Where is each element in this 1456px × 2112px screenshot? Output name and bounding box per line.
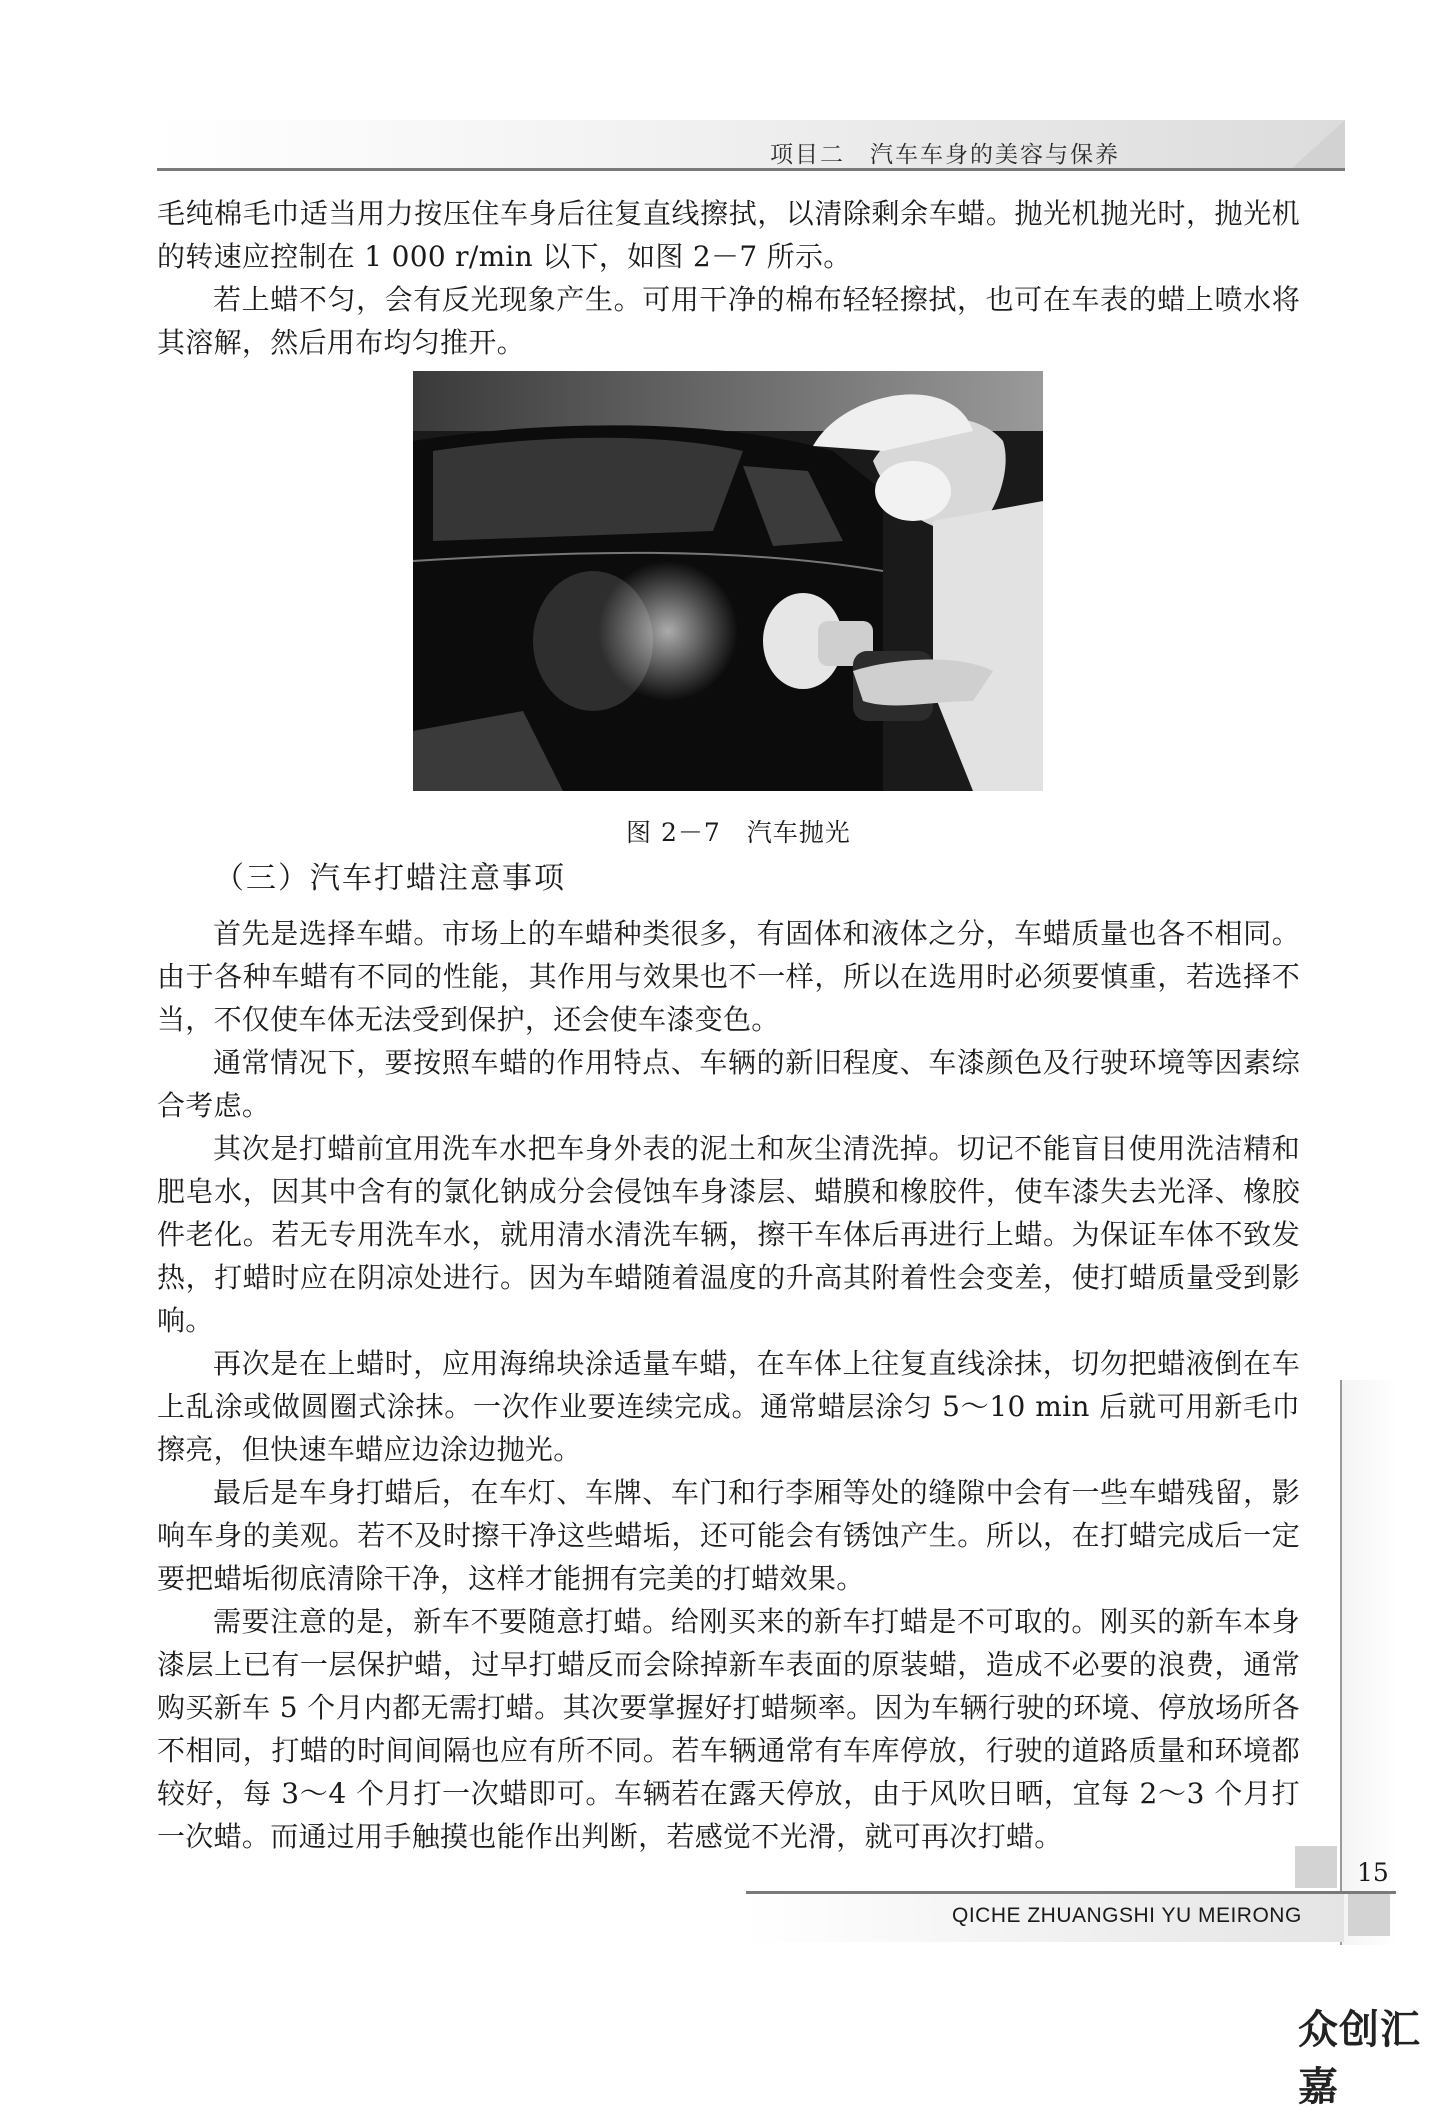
corner-square-decoration	[1348, 1894, 1390, 1936]
paragraph: 若上蜡不匀，会有反光现象产生。可用干净的棉布轻轻擦拭，也可在车表的蜡上喷水将其溶解，然后用布均匀推开。	[157, 283, 1300, 359]
paragraph: 通常情况下，要按照车蜡的作用特点、车辆的新旧程度、车漆颜色及行驶环境等因素综合考虑。	[157, 1046, 1300, 1122]
header-band	[157, 120, 1345, 170]
section-heading: （三）汽车打蜡注意事项	[214, 861, 566, 896]
header-tab-decoration	[1290, 120, 1345, 170]
car-polishing-illustration	[413, 371, 1043, 791]
car-polishing-photo	[413, 371, 1043, 791]
figure-caption: 图 2－7 汽车抛光	[626, 818, 851, 847]
corner-square-decoration	[1295, 1846, 1337, 1888]
paragraph: 其次是打蜡前宜用洗车水把车身外表的泥土和灰尘清洗掉。切记不能盲目使用洗洁精和肥皂水，因其中含有的氯化钠成分会侵蚀车身漆层、蜡膜和橡胶件，使车漆失去光泽、橡胶件老化。若无专用洗车水，就用清水清洗车辆，擦干车体后再进行上蜡。为保证车体不致发热，打蜡时应在阴凉处进行。因为车蜡随着温度的升高其附着性会变差，使打蜡质量受到影响。	[157, 1132, 1300, 1337]
side-rule	[1340, 1380, 1342, 1945]
watermark-text: 众创汇嘉	[1298, 2007, 1421, 2110]
header-rule	[157, 168, 1345, 171]
section-text-block	[157, 912, 1300, 1858]
paragraph: 需要注意的是，新车不要随意打蜡。给刚买来的新车打蜡是不可取的。刚买的新车本身漆层上已有一层保护蜡，过早打蜡反而会除掉新车表面的原装蜡，造成不必要的浪费，通常购买新车 5 个月内都无需打蜡。其次要掌握好打蜡频率。因为车辆行驶的环境、停放场所各不相同，打蜡的时间间隔也应有所不同。若车辆通常有车库停放，行驶的道路质量和环境都较好，每 3～4 个月打一次蜡即可。车辆若在露天停放，由于风吹日晒，宜每 2～3 个月打一次蜡。而通过用手触摸也能作出判断，若感觉不光滑，就可再次打蜡。	[157, 1605, 1300, 1853]
page-number: 15	[1357, 1858, 1389, 1887]
footer-book-title: QICHE ZHUANGSHI YU MEIRONG	[952, 1904, 1302, 1927]
paragraph: 再次是在上蜡时，应用海绵块涂适量车蜡，在车体上往复直线涂抹，切勿把蜡液倒在车上乱涂或做圆圈式涂抹。一次作业要连续完成。通常蜡层涂匀 5～10 min 后就可用新毛巾擦亮，但快速车蜡应边涂边抛光。	[157, 1347, 1300, 1466]
paragraph: 最后是车身打蜡后，在车灯、车牌、车门和行李厢等处的缝隙中会有一些车蜡残留，影响车身的美观。若不及时擦干净这些蜡垢，还可能会有锈蚀产生。所以，在打蜡完成后一定要把蜡垢彻底清除干净，这样才能拥有完美的打蜡效果。	[157, 1476, 1300, 1595]
running-header-title: 项目二 汽车车身的美容与保养	[770, 142, 1120, 168]
intro-text-block	[157, 192, 1300, 364]
paragraph: 首先是选择车蜡。市场上的车蜡种类很多，有固体和液体之分，车蜡质量也各不相同。由于各种车蜡有不同的性能，其作用与效果也不一样，所以在选用时必须要慎重，若选择不当，不仅使车体无法受到保护，还会使车漆变色。	[157, 917, 1300, 1036]
paragraph: 毛纯棉毛巾适当用力按压住车身后往复直线擦拭，以清除剩余车蜡。抛光机抛光时，抛光机的转速应控制在 1 000 r/min 以下，如图 2－7 所示。	[157, 197, 1300, 273]
